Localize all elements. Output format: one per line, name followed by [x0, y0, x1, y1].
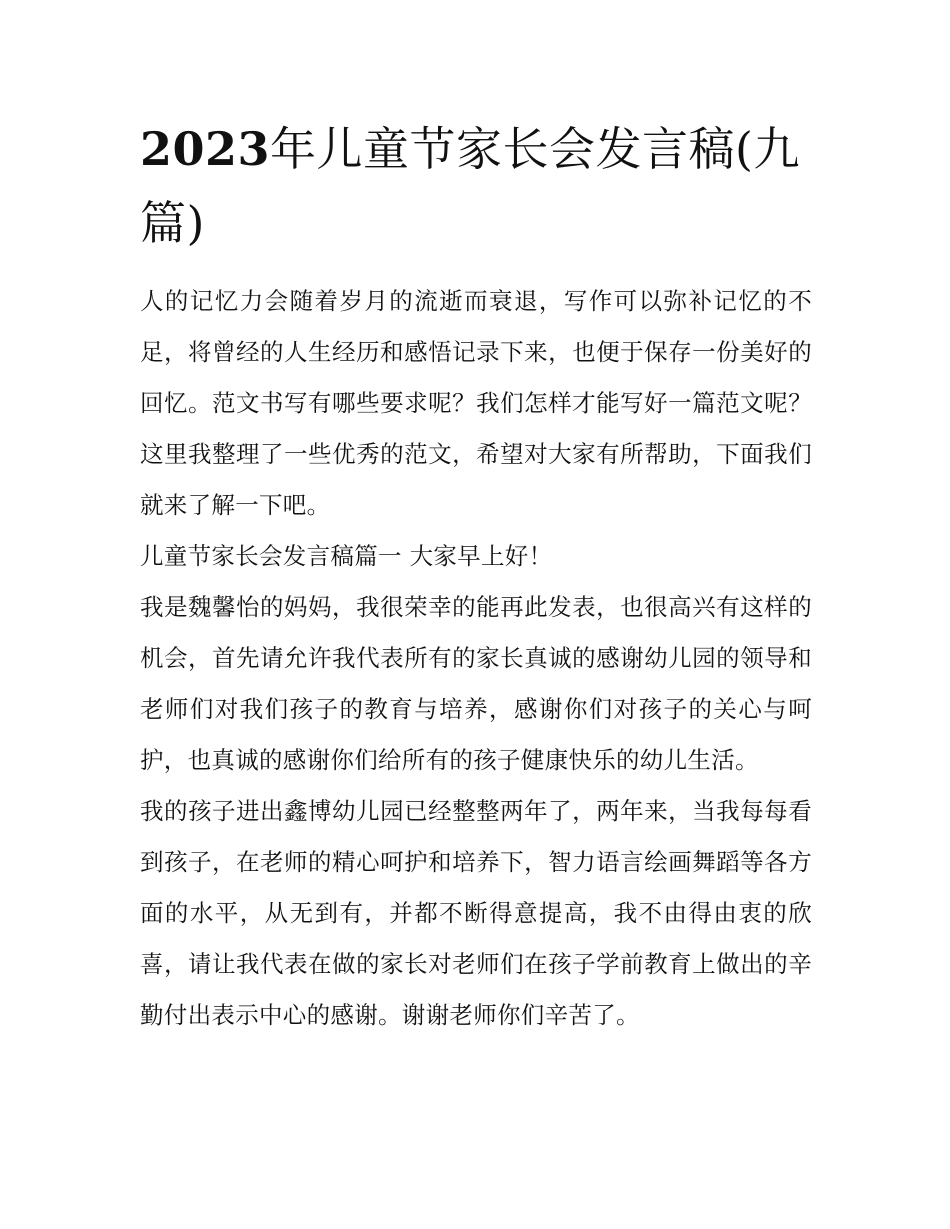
section-heading-paragraph: 儿童节家长会发言稿篇一 大家早上好！ [140, 542, 553, 570]
body-paragraph: 我的孩子进出鑫博幼儿园已经整整两年了，两年来，当我每每看到孩子，在老师的精心呵护和培养下，智力语言绘画舞蹈等各方面的水平，从无到有，并都不断得意提高，我不由得由衷的欣喜，请让我代表在做的家长对老师们在孩子学前教育上做出的辛勤付出表示中心的感谢。谢谢老师你们辛苦了。 [140, 797, 812, 1029]
title-year: 2023 [140, 122, 271, 176]
body-paragraph: 我是魏馨怡的妈妈，我很荣幸的能再此发表，也很高兴有这样的机会，首先请允许我代表所有的家长真诚的感谢幼儿园的领导和老师们对我们孩子的教育与培养，感谢你们对孩子的关心与呵护，也真诚的感谢你们给所有的孩子健康快乐的幼儿生活。 [140, 593, 812, 774]
document-body [140, 276, 812, 1041]
document-title [140, 112, 820, 260]
intro-paragraph: 人的记忆力会随着岁月的流逝而衰退，写作可以弥补记忆的不足，将曾经的人生经历和感悟记录下来，也便于保存一份美好的回忆。范文书写有哪些要求呢？我们怎样才能写好一篇范文呢？这里我整理了一些优秀的范文，希望对大家有所帮助，下面我们就来了解一下吧。 [140, 287, 812, 519]
title-text: 年儿童节家长会发言稿(九篇) [140, 122, 800, 250]
